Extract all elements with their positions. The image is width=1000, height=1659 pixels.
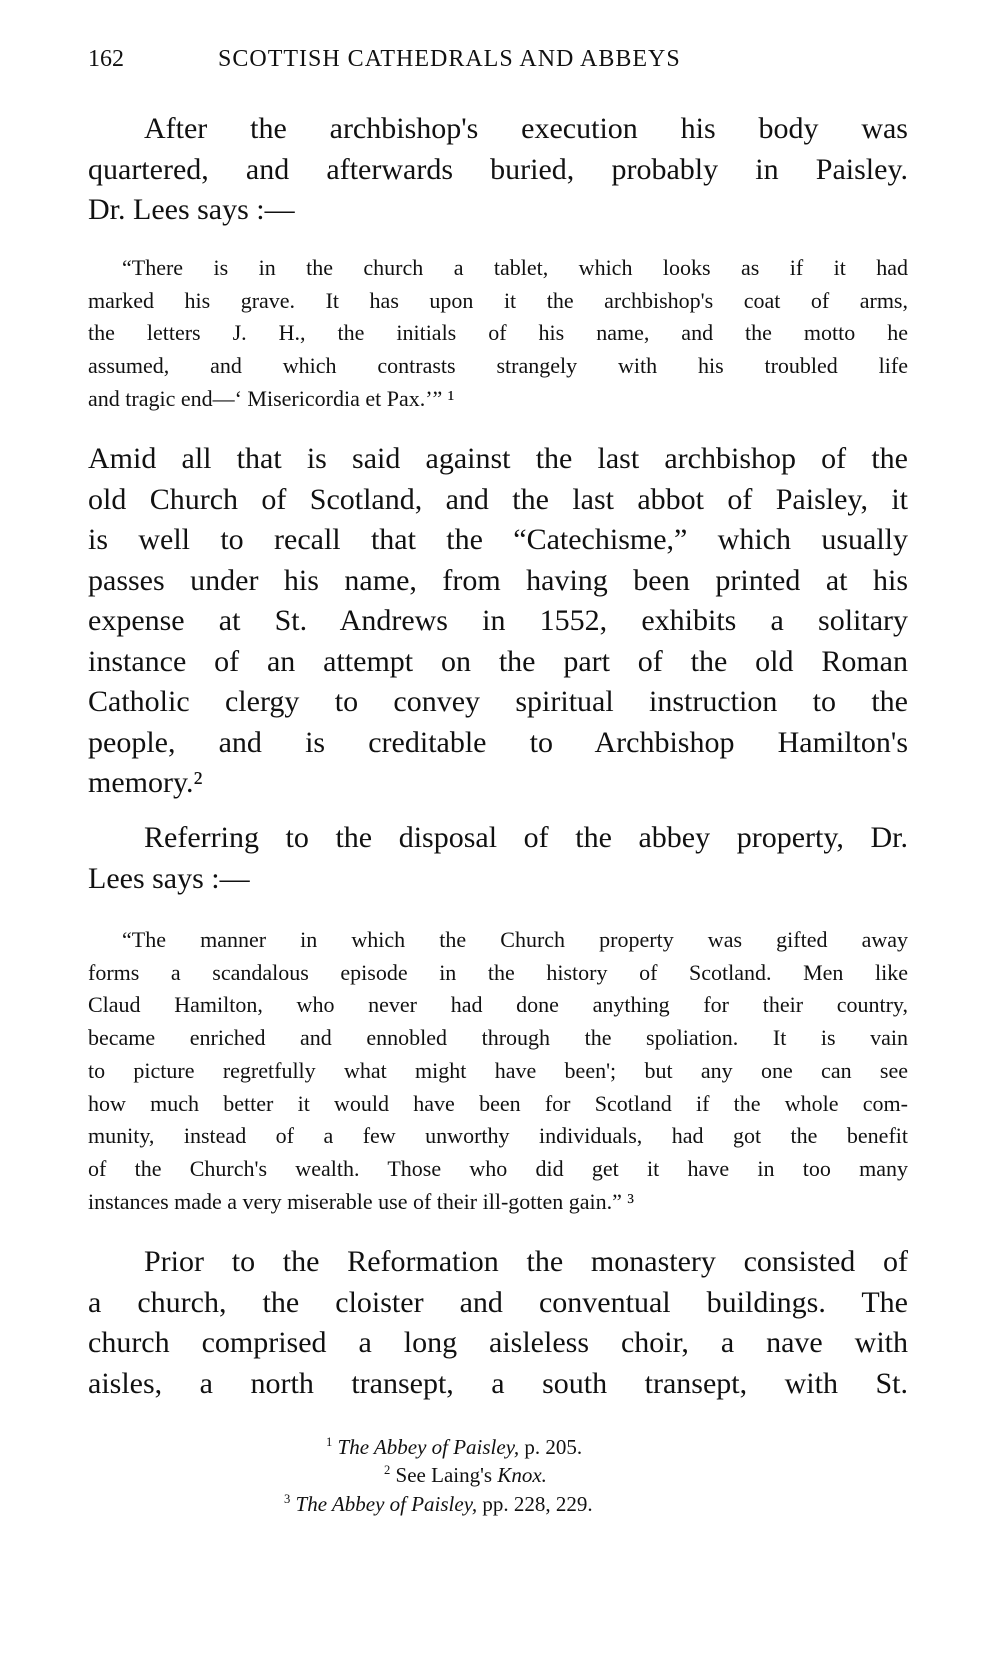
text-line: forms a scandalous episode in the history of Scotland. Men like (88, 959, 908, 985)
footnote-title: The Abbey of Paisley, (295, 1492, 478, 1516)
text-line: instances made a very miserable use of their ill-gotten gain.” ³ (88, 1188, 635, 1214)
text-line: “The manner in which the Church property was gifted away (122, 927, 908, 952)
text-line: Claud Hamilton, who never had done anything for their country, (88, 992, 908, 1018)
text-line: became enriched and ennobled through the spoliation. It is vain (88, 1025, 908, 1051)
text-line: marked his grave. It has upon it the archbishop's coat of arms, (88, 287, 908, 313)
text-line: Catholic clergy to convey spiritual instruction to the (88, 685, 908, 718)
text-line: assumed, and which contrasts strangely with his troubled life (88, 353, 908, 379)
footnote-mark: 3 (284, 1492, 291, 1506)
text-line: passes under his name, from having been printed at his (88, 563, 908, 597)
footnote-text: p. 205. (519, 1435, 583, 1459)
footnote-title: The Abbey of Paisley, (337, 1435, 520, 1459)
paragraph-1 (88, 109, 908, 231)
text-line: Dr. Lees says :— (88, 193, 295, 226)
footnote-title: Knox. (497, 1463, 547, 1487)
block-quote-1 (88, 252, 908, 416)
footnote-text: pp. 228, 229. (477, 1492, 593, 1516)
text-line: instance of an attempt on the part of the old Roman (88, 644, 908, 678)
text-line: munity, instead of a few unworthy individuals, had got the benefit (88, 1123, 908, 1149)
text-line: aisles, a north transept, a south transept, with St. (88, 1366, 908, 1400)
text-line: memory.² (88, 766, 203, 799)
text-line: and tragic end—‘ Misericordia et Pax.’” ¹ (88, 385, 455, 411)
text-line: old Church of Scotland, and the last abbot of Paisley, it (88, 482, 908, 516)
paragraph-3 (88, 818, 908, 899)
running-title: SCOTTISH CATHEDRALS AND ABBEYS (218, 46, 681, 72)
text-line: expense at St. Andrews in 1552, exhibits a solitary (88, 604, 908, 637)
paragraph-2 (88, 439, 908, 804)
footnote-mark: 2 (384, 1463, 391, 1477)
text-line: church comprised a long aisleless choir, a nave with (88, 1326, 908, 1359)
text-line: people, and is creditable to Archbishop Hamilton's (88, 725, 908, 759)
footnote-3 (284, 1485, 593, 1519)
text-line: Lees says :— (88, 861, 250, 895)
text-line: Prior to the Reformation the monastery consisted of (144, 1245, 908, 1278)
block-quote-2 (88, 924, 908, 1218)
text-line: quartered, and afterwards buried, probably in Paisley. (88, 152, 908, 186)
text-line: a church, the cloister and conventual buildings. The (88, 1285, 908, 1319)
footnote-text: See Laing's (395, 1463, 498, 1487)
text-line: is well to recall that the “Catechisme,” which usually (88, 523, 908, 556)
text-line: Amid all that is said against the last archbishop of the (88, 442, 908, 475)
text-line: to picture regretfully what might have been'; but any one can see (88, 1057, 908, 1083)
text-line: “There is in the church a tablet, which looks as if it had (122, 255, 908, 280)
text-line: After the archbishop's execution his body was (144, 112, 908, 145)
page-number: 162 (88, 46, 124, 72)
text-line: how much better it would have been for Scotland if the whole com- (88, 1090, 908, 1116)
text-line: of the Church's wealth. Those who did get it have in too many (88, 1155, 908, 1181)
text-line: the letters J. H., the initials of his name, and the motto he (88, 320, 908, 346)
text-line: Referring to the disposal of the abbey property, Dr. (144, 821, 908, 854)
paragraph-4 (88, 1242, 908, 1404)
footnote-mark: 1 (326, 1435, 333, 1449)
